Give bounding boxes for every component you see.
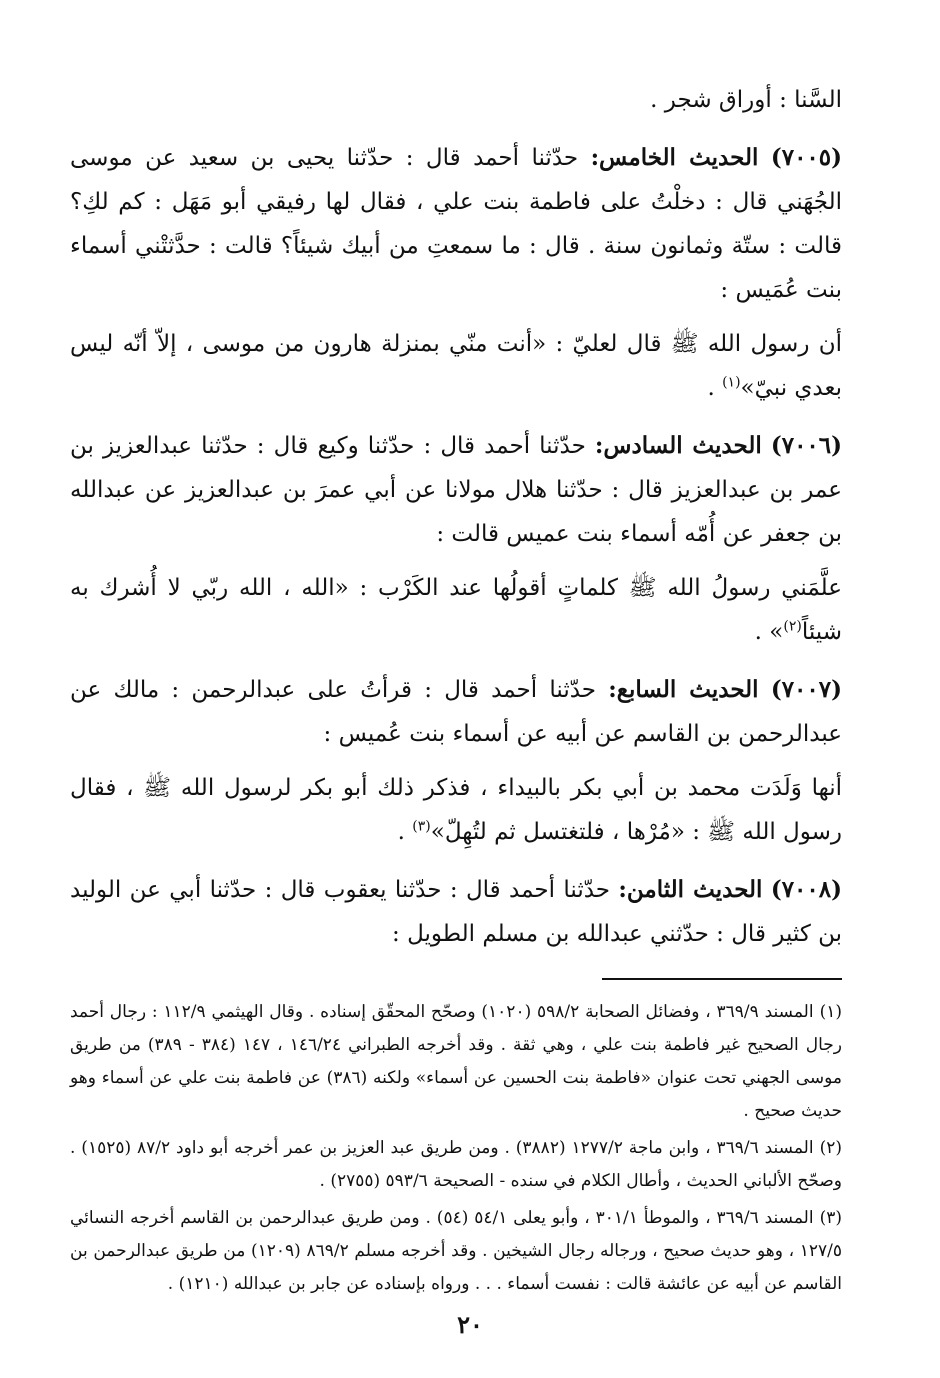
hadith-number: (٧٠٠٧): [770, 676, 843, 703]
footnote-text: المسند ٣٦٩/٩ ، وفضائل الصحابة ٥٩٨/٢ (١٠٢٠) وصحّح المحقّق إسناده . وقال الهيثمي ١١٢/٩ : رجال أحمد رجال الصحيح غير فاطمة بنت علي ، وهي ثقة . وقد أخرجه الطبراني ١٤٦/٢٤ ، ١٤٧ (٣٨٤ - ٣٨٩) من طريق موسى الجهني تحت عنوان «فاطمة بنت الحسين عن أسماء» ولكنه (٣٨٦) عن فاطمة بنت علي عن أسماء وهو حديث صحيح .: [70, 1002, 843, 1121]
footnote-text: المسند ٣٦٩/٦ ، وابن ماجة ١٢٧٧/٢ (٣٨٨٢) . ومن طريق عبد العزيز بن عمر أخرجه أبو داود ٨٧/٢ (١٥٢٥) . وصحّح الألباني الحديث ، وأطال الكلام في سنده - الصحيحة ٥٩٣/٦ (٢٧٥٥) .: [70, 1138, 842, 1191]
narration-text: حدّثنا أحمد قال : حدّثنا يحيى بن سعيد عن موسى الجُهَني قال : دخلْتُ على فاطمة بنت علي ، فقال لها رفيقي أبو مَهَل : كم لكِ؟ قالت : ستّة وثمانون سنة . قال : ما سمعتِ من أبيك شيئاً؟ قالت : حدَّثتْني أسماء بنت عُمَيس :: [70, 145, 842, 303]
hadith-title: الحديث السابع:: [608, 676, 759, 703]
hadith-content: [70, 566, 842, 654]
footnote-number: (٣): [819, 1208, 842, 1228]
content-text: علَّمَني رسولُ الله ﷺ كلماتٍ أقولُها عند الكَرْب : «الله ، الله ربّي لا أُشرك به شيئاً: [70, 575, 842, 645]
footnote-number: (٢): [819, 1138, 842, 1158]
intro-line: السَّنا : أوراق شجر .: [650, 87, 842, 113]
hadith-block: [70, 868, 842, 956]
narration-text: حدّثنا أحمد قال : قرأتُ على عبدالرحمن : مالك عن عبدالرحمن بن القاسم عن أبيه عن أسماء بنت عُميس :: [70, 677, 842, 747]
footnote-ref: (٣): [412, 818, 431, 835]
hadith-block: [70, 136, 842, 410]
hadith-block: [70, 424, 842, 654]
hadith-number: (٧٠٠٥): [770, 144, 843, 171]
hadith-number: (٧٠٠٦): [770, 432, 843, 459]
footnote-number: (١): [819, 1002, 842, 1022]
content-end: .: [397, 819, 413, 845]
hadith-number: (٧٠٠٨): [770, 876, 843, 903]
footnotes: [70, 996, 842, 1301]
narration-text: حدّثنا أحمد قال : حدّثنا يعقوب قال : حدّثنا أبي عن الوليد بن كثير قال : حدّثني عبدالله بن مسلم الطويل :: [70, 877, 842, 947]
narration-text: حدّثنا أحمد قال : حدّثنا وكيع قال : حدّثنا عبدالعزيز بن عمر بن عبدالعزيز قال : حدّثنا هلال مولانا عن أبي عمرَ بن عبدالعزيز عن عبدالله بن جعفر عن أُمّه أسماء بنت عميس قالت :: [70, 433, 842, 547]
hadith-narration: [70, 868, 842, 956]
hadith-content: [70, 766, 842, 854]
hadith-title: الحديث السادس:: [594, 432, 762, 459]
hadith-content: [70, 322, 842, 410]
content-end: » .: [754, 619, 784, 645]
footnote: [70, 1202, 842, 1301]
footnote: [70, 1132, 842, 1198]
footnote: [70, 996, 842, 1128]
footnote-text: المسند ٣٦٩/٦ ، والموطأ ٣٠١/١ ، وأبو يعلى ٥٤/١ (٥٤) . ومن طريق عبدالرحمن بن القاسم أخرجه النسائي ١٢٧/٥ ، وهو حديث صحيح ، ورجاله رجال الشيخين . وقد أخرجه مسلم ٨٦٩/٢ (١٢٠٩) من طريق عبدالرحمن بن القاسم عن أبيه عن عائشة قالت : نفست أسماء . . . ورواه بإسناده عن جابر بن عبدالله (١٢١٠) .: [70, 1208, 842, 1294]
content-end: .: [707, 375, 723, 401]
hadith-block: [70, 668, 842, 854]
footnote-ref: (١): [722, 374, 741, 391]
hadith-narration: [70, 136, 842, 312]
page-number: ٢٠: [457, 1310, 483, 1339]
footnote-ref: (٢): [783, 618, 802, 635]
main-text: [70, 78, 842, 956]
footnote-separator: [602, 978, 842, 980]
hadith-title: الحديث الثامن:: [618, 876, 763, 903]
hadith-narration: [70, 668, 842, 756]
content-text: أنها وَلَدَت محمد بن أبي بكر بالبيداء ، فذكر ذلك أبو بكر لرسول الله ﷺ ، فقال رسول الله ﷺ : «مُرْها ، فلتغتسل ثم لتُهِلّ»: [70, 775, 842, 845]
hadith-narration: [70, 424, 842, 556]
hadith-title: الحديث الخامس:: [590, 144, 759, 171]
content-text: أن رسول الله ﷺ قال لعليّ : «أنت منّي بمنزلة هارون من موسى ، إلاّ أنّه ليس بعدي نبيّ»: [70, 331, 842, 401]
